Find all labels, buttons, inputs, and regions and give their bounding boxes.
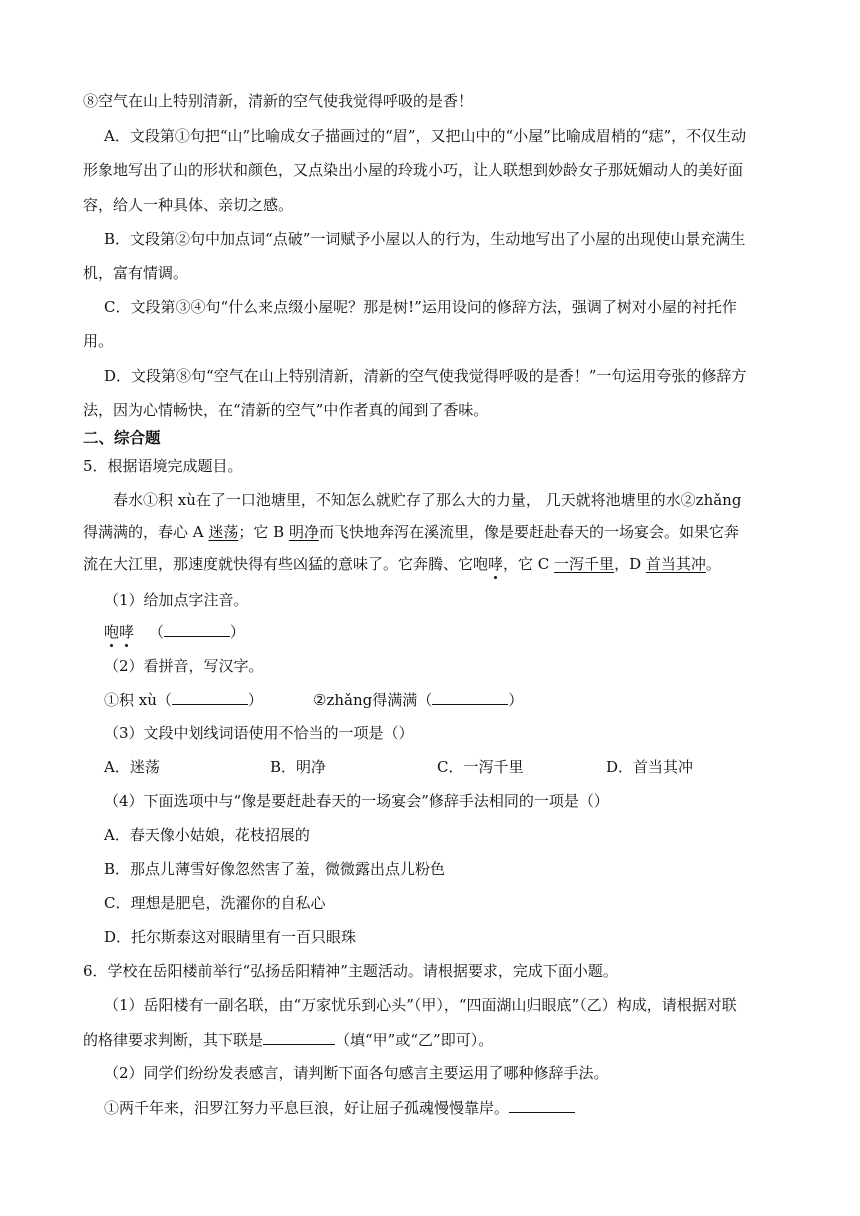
option-a-line-2: 形象地写出了山的形状和颜色，又点染出小屋的玲珑小巧，让人联想到妙龄女子那妩媚动人的美好面 [83,161,744,179]
q6-subquestion-1-line-2 [83,1029,783,1050]
choice-a[interactable]: A．春天像小姑娘，花枝招展的 [104,826,310,844]
passage-text: 。 [705,555,721,573]
choice-b[interactable]: B．那点儿薄雪好像忽然害了羞，微微露出点儿粉色 [104,860,446,878]
q6-item-text: ①两千年来，汨罗江努力平息巨浪，好让屈子孤魂慢慢靠岸。 [104,1099,510,1117]
passage-text: ，它 C [503,555,555,573]
passage-line-3 [83,554,783,574]
q6-subquestion-2: （2）同学们纷纷发表感言，请判断下面各句感言主要运用了哪种修辞手法。 [104,1064,609,1082]
question-5-stem: 5．根据语境完成题目。 [83,457,243,475]
q6-item-1 [104,1097,804,1118]
choice-d[interactable]: D．首当其冲 [606,758,694,776]
hanzi-prompt-b: ②zhǎng得满满（ [313,691,433,709]
passage-text: ；它 B [238,523,289,541]
option-a-line-3: 容，给人一种具体、亲切之感。 [83,196,294,214]
q6-prompt: 的格律要求判断，其下联是 [83,1031,264,1049]
passage-text: ，D [614,555,646,573]
underlined-word-a: 迷荡 [208,523,239,541]
q6-prompt-tail: （填“甲”或“乙”即可）。 [335,1031,494,1049]
option-a-line-1: A．文段第①句把“山”比喻成女子描画过的“眉”，又把山中的“小屋”比喻成眉梢的“痣”，不仅生动 [104,127,747,145]
paren-right: ） [229,623,245,641]
answer-blank[interactable] [164,621,230,637]
dotted-character: 哮 [488,555,504,573]
answer-blank[interactable] [432,689,508,705]
underlined-word-b: 明净 [288,523,319,541]
question-6-stem: 6．学校在岳阳楼前举行“弘扬岳阳精神”主题活动。请根据要求，完成下面小题。 [83,962,618,980]
hanzi-answer-a [104,689,263,710]
hanzi-answer-b [313,689,523,710]
choice-b[interactable]: B．明净 [270,758,327,776]
passage-line-2 [83,522,783,542]
option-b-line-2: 机，富有情调。 [83,264,189,282]
q6-subquestion-1-line-1: （1）岳阳楼有一副名联，由“万家忧乐到心头”（甲），“四面湖山归眼底”（乙）构成，请根据对联 [104,996,737,1014]
word-dotted-second: 哮 [119,623,135,641]
passage-text: 春水①积 xù在了一口池塘里，不知怎么就贮存了那么大的力量， 几天就将池塘里的水②zhǎng [113,491,742,509]
choice-c[interactable]: C．理想是肥皂，洗濯你的自私心 [104,894,326,912]
paren-right: ） [247,691,263,709]
answer-blank[interactable] [509,1097,575,1113]
pinyin-answer-row [104,621,804,642]
passage-text: 流在大江里，那速度就快得有些凶猛的意味了。它奔腾、它咆 [83,555,489,573]
answer-blank[interactable] [172,689,248,705]
subquestion-2: （2）看拼音，写汉字。 [104,657,264,675]
subquestion-4: （4）下面选项中与“像是要赶赴春天的一场宴会”修辞手法相同的一项是（） [104,792,609,810]
underlined-word-c: 一泻千里 [554,555,615,573]
option-c-line-1: C．文段第③④句“什么来点缀小屋呢？那是树!”运用设问的修辞方法，强调了树对小屋的衬托作 [104,298,737,316]
word-dotted-first: 咆 [104,623,120,641]
passage-text: 而飞快地奔泻在溪流里，像是要赶赴春天的一场宴会。如果它奔 [318,523,739,541]
choice-c[interactable]: C．一泻千里 [437,758,524,776]
option-d-line-1: D．文段第⑧句“空气在山上特别清新，清新的空气使我觉得呼吸的是香！”一句运用夸张的修辞方 [104,367,747,385]
paren-right: ） [508,691,524,709]
section-heading: 二、综合题 [83,429,161,447]
option-d-line-2: 法，因为心情畅快，在“清新的空气”中作者真的闻到了香味。 [83,401,489,419]
paren-left: （ [148,623,164,641]
subquestion-3: （3）文段中划线词语使用不恰当的一项是（） [104,724,414,742]
passage-line-1 [113,490,813,510]
hanzi-prompt-a: ①积 xù（ [104,691,172,709]
answer-blank[interactable] [263,1029,335,1045]
passage-sentence-8: ⑧空气在山上特别清新，清新的空气使我觉得呼吸的是香！ [83,92,474,110]
underlined-word-d: 首当其冲 [645,555,706,573]
option-b-line-1: B．文段第②句中加点词“点破”一词赋予小屋以人的行为，生动地写出了小屋的出现使山景充满生 [104,230,746,248]
choice-a[interactable]: A．迷荡 [104,758,160,776]
option-c-line-2: 用。 [83,332,114,350]
subquestion-1: （1）给加点字注音。 [104,591,249,609]
choice-d[interactable]: D．托尔斯泰这对眼睛里有一百只眼珠 [104,928,357,946]
passage-text: 得满满的，春心 A [83,523,209,541]
